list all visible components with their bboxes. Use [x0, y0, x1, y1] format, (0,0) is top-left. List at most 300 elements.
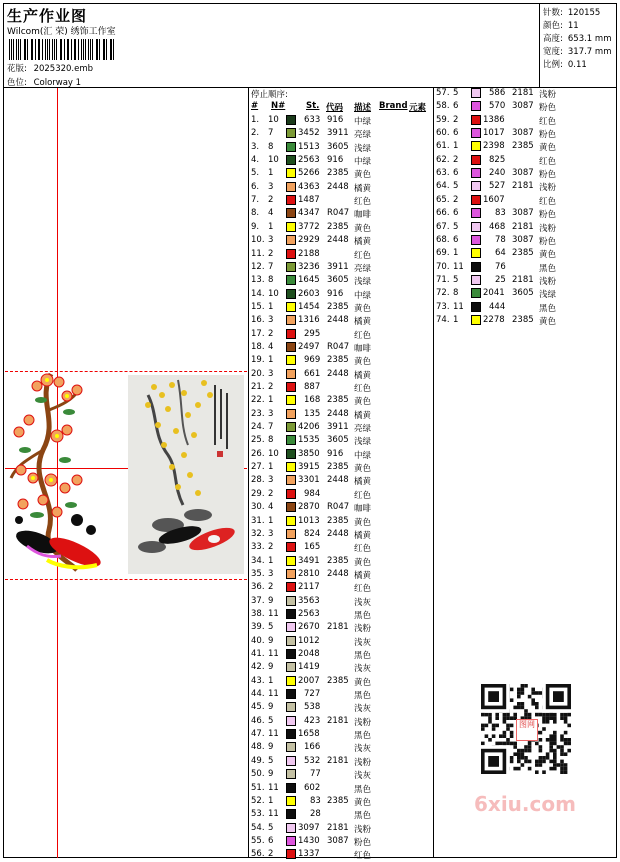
color-swatch — [286, 622, 296, 632]
needle-number: 2 — [453, 115, 458, 125]
stop-row — [251, 689, 431, 702]
divider-columns — [433, 88, 434, 858]
barcode-bar — [18, 39, 19, 60]
stop-row — [251, 155, 431, 168]
stop-row — [251, 596, 431, 609]
stop-index: 58. — [436, 101, 450, 111]
stop-index: 73. — [436, 302, 450, 312]
color-swatch — [286, 783, 296, 793]
color-description: 浅粉 — [354, 716, 371, 728]
stop-row — [251, 329, 431, 342]
pattern-value: 2025320.emb — [34, 64, 93, 74]
thread-code: 2385 — [327, 355, 349, 365]
stitch-count: 824 — [304, 529, 320, 539]
color-swatch — [286, 289, 296, 299]
stitch-count: 468 — [489, 222, 505, 232]
stitch-count: 135 — [304, 409, 320, 419]
stop-index: 64. — [436, 181, 450, 191]
color-swatch — [286, 649, 296, 659]
stitch-count: 2497 — [298, 342, 320, 352]
stitch-count: 727 — [304, 689, 320, 699]
stop-index: 6. — [251, 182, 259, 192]
stop-index: 60. — [436, 128, 450, 138]
color-swatch — [286, 556, 296, 566]
needle-number: 2 — [453, 195, 458, 205]
color-swatch — [286, 262, 296, 272]
color-description: 橘黄 — [354, 409, 371, 421]
stop-index: 62. — [436, 155, 450, 165]
color-description: 红色 — [354, 195, 371, 207]
color-swatch — [286, 569, 296, 579]
stop-index: 19. — [251, 355, 265, 365]
stop-index: 49. — [251, 756, 265, 766]
stitch-count: 165 — [304, 542, 320, 552]
needle-number: 7 — [268, 422, 273, 432]
color-swatch — [286, 809, 296, 819]
stitch-count: 538 — [304, 702, 320, 712]
thread-code: 3087 — [512, 208, 534, 218]
color-swatch — [471, 181, 481, 191]
stop-index: 15. — [251, 302, 265, 312]
thread-code: 916 — [327, 115, 343, 125]
needle-number: 6 — [453, 235, 458, 245]
color-swatch — [286, 742, 296, 752]
stop-row — [251, 342, 431, 355]
stop-index: 52. — [251, 796, 265, 806]
color-swatch — [286, 302, 296, 312]
stop-row — [436, 275, 616, 288]
stitch-count: 1658 — [298, 729, 320, 739]
barcode-bar — [88, 39, 89, 60]
stitch-count: 2048 — [298, 649, 320, 659]
company-name: Wilcom(汇 荣) 绣饰工作室 — [7, 24, 116, 37]
thread-code: 2385 — [327, 796, 349, 806]
color-swatch — [286, 155, 296, 165]
needle-number: 3 — [268, 529, 273, 539]
color-swatch — [286, 542, 296, 552]
color-swatch — [286, 502, 296, 512]
stats-panel — [539, 3, 617, 88]
stop-index: 10. — [251, 235, 265, 245]
stitch-count: 1513 — [298, 142, 320, 152]
color-description: 黑色 — [354, 809, 371, 821]
thread-code: 2385 — [327, 302, 349, 312]
stitch-count: 2278 — [483, 315, 505, 325]
color-description: 浅灰 — [354, 662, 371, 674]
color-description: 黄色 — [539, 141, 556, 153]
barcode-bar — [61, 39, 62, 60]
stat-width — [543, 45, 611, 57]
stop-row — [251, 182, 431, 195]
barcode-bar — [49, 39, 50, 60]
thread-code: 2385 — [327, 222, 349, 232]
color-description: 浅粉 — [539, 181, 556, 193]
needle-number: 2 — [268, 329, 273, 339]
thread-code: 2448 — [327, 569, 349, 579]
color-swatch — [286, 662, 296, 672]
thread-code: 2181 — [327, 622, 349, 632]
needle-number: 9 — [268, 742, 273, 752]
color-description: 橘黄 — [354, 235, 371, 247]
color-description: 黄色 — [354, 462, 371, 474]
color-description: 中绿 — [354, 115, 371, 127]
needle-number: 3 — [268, 235, 273, 245]
thread-code: 2448 — [327, 182, 349, 192]
stop-index: 57. — [436, 88, 450, 98]
thread-code: 2385 — [327, 395, 349, 405]
thread-code: 916 — [327, 449, 343, 459]
color-description: 黑色 — [354, 689, 371, 701]
needle-number: 5 — [453, 181, 458, 191]
needle-number: 9 — [268, 662, 273, 672]
stop-row — [251, 235, 431, 248]
stop-row — [436, 155, 616, 168]
stop-row — [436, 222, 616, 235]
stitch-count: 5266 — [298, 168, 320, 178]
needle-number: 9 — [268, 702, 273, 712]
stop-index: 25. — [251, 435, 265, 445]
stop-index: 71. — [436, 275, 450, 285]
stop-index: 28. — [251, 475, 265, 485]
stop-index: 61. — [436, 141, 450, 151]
stop-index: 39. — [251, 622, 265, 632]
color-description: 黄色 — [354, 556, 371, 568]
thread-code: 3087 — [512, 128, 534, 138]
color-swatch — [286, 702, 296, 712]
needle-number: 11 — [268, 783, 279, 793]
stop-row — [251, 796, 431, 809]
color-description: 浅绿 — [354, 435, 371, 447]
color-description: 浅灰 — [354, 742, 371, 754]
stitch-count: 1487 — [298, 195, 320, 205]
color-description: 咖啡 — [354, 208, 371, 220]
stitch-count: 2007 — [298, 676, 320, 686]
stitch-count: 2188 — [298, 249, 320, 259]
needle-number: 1 — [453, 141, 458, 151]
color-description: 红色 — [539, 155, 556, 167]
stitch-count: 2117 — [298, 582, 320, 592]
color-description: 粉色 — [539, 168, 556, 180]
stop-index: 41. — [251, 649, 265, 659]
stop-index: 14. — [251, 289, 265, 299]
needle-number: 8 — [268, 142, 273, 152]
stop-row — [251, 302, 431, 315]
stop-index: 20. — [251, 369, 265, 379]
needle-number: 1 — [453, 315, 458, 325]
thread-code: 3605 — [327, 435, 349, 445]
color-swatch — [286, 636, 296, 646]
color-swatch — [286, 796, 296, 806]
stop-row — [251, 756, 431, 769]
stop-index: 34. — [251, 556, 265, 566]
stat-value: 317.7 mm — [568, 47, 612, 57]
color-description: 浅绿 — [539, 288, 556, 300]
color-description: 红色 — [354, 489, 371, 501]
needle-number: 5 — [268, 716, 273, 726]
thread-code: 3911 — [327, 128, 349, 138]
color-description: 中绿 — [354, 289, 371, 301]
stop-index: 13. — [251, 275, 265, 285]
needle-number: 1 — [268, 302, 273, 312]
stop-index: 72. — [436, 288, 450, 298]
needle-number: 8 — [453, 288, 458, 298]
thread-code: 2448 — [327, 409, 349, 419]
stat-stitches — [543, 6, 600, 18]
color-description: 红色 — [354, 382, 371, 394]
stop-row — [251, 622, 431, 635]
stop-row — [436, 315, 616, 328]
stat-height — [543, 32, 611, 44]
color-swatch — [471, 88, 481, 98]
needle-number: 1 — [268, 222, 273, 232]
stop-row — [251, 355, 431, 368]
stat-label: 针数: — [543, 8, 563, 18]
color-swatch — [286, 449, 296, 459]
stop-index: 63. — [436, 168, 450, 178]
design-preview — [3, 88, 247, 858]
stop-row — [251, 849, 431, 862]
color-description: 浅灰 — [354, 636, 371, 648]
stitch-count: 4363 — [298, 182, 320, 192]
stop-row — [251, 382, 431, 395]
stop-index: 2. — [251, 128, 259, 138]
pattern-label: 花版: — [7, 64, 27, 74]
stop-index: 46. — [251, 716, 265, 726]
stop-row — [251, 409, 431, 422]
color-swatch — [286, 475, 296, 485]
stitch-count: 1419 — [298, 662, 320, 672]
stop-index: 67. — [436, 222, 450, 232]
color-description: 黄色 — [354, 796, 371, 808]
page-title: 生产作业图 — [7, 5, 87, 26]
color-description: 中绿 — [354, 155, 371, 167]
color-description: 咖啡 — [354, 342, 371, 354]
stitch-count: 4206 — [298, 422, 320, 432]
thread-code: 2181 — [327, 823, 349, 833]
stat-scale — [543, 58, 587, 70]
needle-number: 2 — [268, 542, 273, 552]
stop-row — [436, 181, 616, 194]
color-swatch — [286, 342, 296, 352]
color-description: 黑色 — [354, 783, 371, 795]
stop-row — [251, 315, 431, 328]
needle-number: 10 — [268, 115, 279, 125]
stitch-count: 1337 — [298, 849, 320, 859]
stop-index: 16. — [251, 315, 265, 325]
stitch-count: 3097 — [298, 823, 320, 833]
color-swatch — [286, 756, 296, 766]
stop-index: 32. — [251, 529, 265, 539]
color-description: 红色 — [354, 542, 371, 554]
stop-row — [436, 128, 616, 141]
stop-row — [436, 115, 616, 128]
stitch-count: 602 — [304, 783, 320, 793]
color-description: 黑色 — [354, 609, 371, 621]
stop-index: 26. — [251, 449, 265, 459]
color-swatch — [286, 355, 296, 365]
stitch-count: 168 — [304, 395, 320, 405]
stop-index: 29. — [251, 489, 265, 499]
stop-index: 36. — [251, 582, 265, 592]
color-swatch — [286, 369, 296, 379]
needle-number: 9 — [268, 636, 273, 646]
stat-label: 比例: — [543, 60, 563, 70]
thread-code: 2385 — [327, 676, 349, 686]
needle-number: 5 — [453, 222, 458, 232]
stop-index: 47. — [251, 729, 265, 739]
thread-code: 2385 — [512, 141, 534, 151]
needle-number: 10 — [268, 155, 279, 165]
stop-row — [251, 676, 431, 689]
stop-row — [251, 395, 431, 408]
color-description: 粉色 — [539, 128, 556, 140]
thread-code: 3605 — [512, 288, 534, 298]
color-swatch — [286, 516, 296, 526]
stop-index: 7. — [251, 195, 259, 205]
needle-number: 9 — [268, 769, 273, 779]
needle-number: 1 — [268, 168, 273, 178]
needle-number: 5 — [453, 88, 458, 98]
stop-sequence-header-row — [251, 101, 433, 113]
needle-number: 9 — [268, 596, 273, 606]
thread-code: 2181 — [512, 181, 534, 191]
color-swatch — [471, 275, 481, 285]
needle-number: 3 — [268, 315, 273, 325]
stop-index: 54. — [251, 823, 265, 833]
stitch-count: 2810 — [298, 569, 320, 579]
color-description: 浅绿 — [354, 275, 371, 287]
needle-number: 1 — [268, 676, 273, 686]
stop-index: 1. — [251, 115, 259, 125]
stop-index: 51. — [251, 783, 265, 793]
needle-number: 11 — [268, 609, 279, 619]
needle-number: 2 — [453, 155, 458, 165]
stop-row — [251, 516, 431, 529]
color-swatch — [286, 462, 296, 472]
color-description: 浅绿 — [354, 142, 371, 154]
stop-index: 31. — [251, 516, 265, 526]
needle-number: 3 — [268, 369, 273, 379]
thread-code: 3911 — [327, 422, 349, 432]
color-swatch — [286, 142, 296, 152]
stop-index: 11. — [251, 249, 265, 259]
needle-number: 5 — [268, 823, 273, 833]
needle-number: 7 — [268, 128, 273, 138]
needle-number: 10 — [268, 449, 279, 459]
needle-number: 6 — [268, 836, 273, 846]
stop-row — [251, 582, 431, 595]
stop-row — [251, 783, 431, 796]
color-description: 黄色 — [354, 676, 371, 688]
color-description: 亮绿 — [354, 128, 371, 140]
stop-index: 9. — [251, 222, 259, 232]
needle-number: 11 — [268, 689, 279, 699]
color-swatch — [286, 395, 296, 405]
thread-code: R047 — [327, 208, 349, 218]
color-description: 黄色 — [354, 395, 371, 407]
stitch-count: 3563 — [298, 596, 320, 606]
stitch-count: 28 — [310, 809, 321, 819]
barcode — [9, 39, 117, 60]
needle-number: 1 — [268, 556, 273, 566]
stop-row — [251, 128, 431, 141]
thread-code: 2448 — [327, 529, 349, 539]
stop-row — [251, 542, 431, 555]
pattern-line — [7, 62, 93, 74]
stitch-count: 77 — [310, 769, 321, 779]
needle-number: 8 — [268, 275, 273, 285]
needle-number: 2 — [268, 849, 273, 859]
stop-row — [251, 462, 431, 475]
stop-row — [251, 569, 431, 582]
stop-index: 40. — [251, 636, 265, 646]
needle-number: 4 — [268, 342, 273, 352]
color-description: 浅粉 — [539, 275, 556, 287]
needle-number: 1 — [268, 355, 273, 365]
stitch-count: 76 — [495, 262, 506, 272]
stitch-count: 1607 — [483, 195, 505, 205]
needle-number: 2 — [268, 382, 273, 392]
color-swatch — [471, 195, 481, 205]
color-swatch — [286, 235, 296, 245]
thread-code: 2448 — [327, 475, 349, 485]
needle-number: 1 — [268, 516, 273, 526]
color-description: 红色 — [354, 849, 371, 861]
stop-row — [251, 222, 431, 235]
thread-code: 2448 — [327, 315, 349, 325]
thread-code: R047 — [327, 342, 349, 352]
stop-index: 12. — [251, 262, 265, 272]
color-description: 红色 — [354, 329, 371, 341]
color-description: 橘黄 — [354, 369, 371, 381]
color-swatch — [286, 315, 296, 325]
thread-code: 2385 — [512, 315, 534, 325]
stop-index: 48. — [251, 742, 265, 752]
needle-number: 4 — [268, 502, 273, 512]
needle-number: 2 — [268, 195, 273, 205]
stitch-count: 4347 — [298, 208, 320, 218]
barcode-bar — [16, 39, 17, 60]
color-swatch — [286, 689, 296, 699]
needle-number: 1 — [268, 462, 273, 472]
needle-number: 3 — [268, 409, 273, 419]
thread-code: R047 — [327, 502, 349, 512]
stop-row — [436, 208, 616, 221]
stop-row — [251, 502, 431, 515]
thread-code: 2385 — [327, 516, 349, 526]
stop-row — [251, 115, 431, 128]
color-description: 亮绿 — [354, 262, 371, 274]
thread-code: 3087 — [327, 836, 349, 846]
needle-number: 8 — [268, 435, 273, 445]
color-swatch — [471, 101, 481, 111]
color-description: 粉色 — [539, 208, 556, 220]
stop-index: 3. — [251, 142, 259, 152]
color-description: 红色 — [539, 115, 556, 127]
color-description: 黄色 — [354, 302, 371, 314]
stitch-count: 570 — [489, 101, 505, 111]
needle-number: 7 — [268, 262, 273, 272]
stitch-count: 295 — [304, 329, 320, 339]
color-description: 亮绿 — [354, 422, 371, 434]
color-swatch — [471, 302, 481, 312]
stitch-count: 1013 — [298, 516, 320, 526]
stop-row — [251, 289, 431, 302]
stop-index: 43. — [251, 676, 265, 686]
stop-row — [436, 302, 616, 315]
barcode-bar — [75, 39, 76, 60]
stop-row — [251, 609, 431, 622]
